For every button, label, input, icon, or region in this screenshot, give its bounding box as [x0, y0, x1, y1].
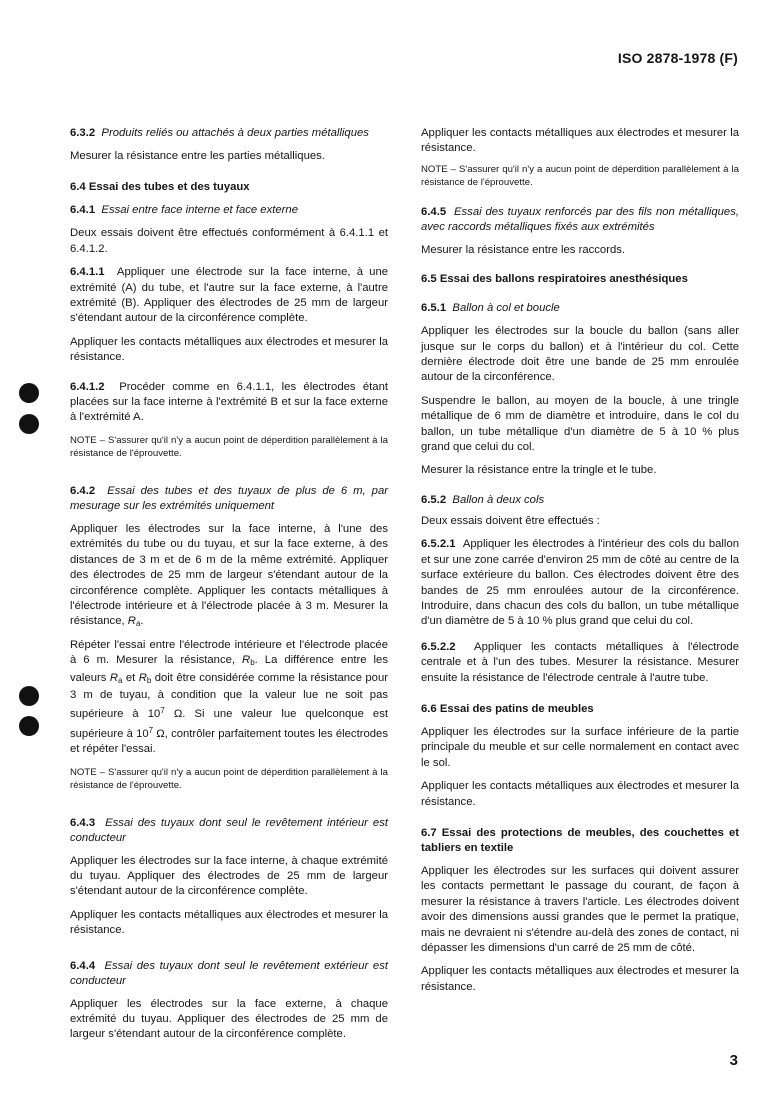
section-6-5-2-heading [421, 493, 739, 508]
paragraph: Appliquer les contacts métalliques aux électrodes et mesurer la résistance. [70, 335, 388, 364]
section-6-5-2-1 [421, 537, 739, 629]
section-number: 6.4.1.1 [70, 266, 105, 279]
binding-hole-mark [19, 383, 39, 403]
subscript: b [250, 658, 255, 668]
paragraph: Suspendre le ballon, au moyen de la boucle, à une tringle métallique de 6 mm de diamètre et introduire, dans le col du ballon, un tube métallique d'un diamètre de 5 à 10 % plus grand que celui du col. [421, 394, 739, 454]
document-header: ISO 2878-1978 (F) [617, 50, 738, 66]
symbol-r: R [127, 615, 136, 628]
binding-hole-mark [19, 716, 39, 736]
superscript: 7 [148, 725, 154, 735]
paragraph: Appliquer les contacts métalliques aux électrodes et mesurer la résistance. [421, 127, 739, 155]
paragraph: Mesurer la résistance entre la tringle et le tube. [421, 464, 657, 477]
text-run: et [125, 671, 136, 684]
note: NOTE – S'assurer qu'il n'y a aucun point de déperdition parallèlement à la résistance de l'éprouvette. [421, 163, 739, 188]
paragraph: Appliquer les contacts métalliques aux électrodes et mesurer la résistance. [70, 908, 388, 937]
section-6-4-1-2 [70, 380, 388, 426]
subscript: a [118, 675, 123, 685]
section-title: Essai des tuyaux renforcés par des fils non métalliques, avec raccords métalliques fixés aux extrémités [421, 205, 739, 233]
paragraph: Appliquer les électrodes sur la boucle du ballon (sans aller jusque sur le corps du ballon) et à l'intérieur du col. Cette dernière électrode doit être une bande de 25 mm enroulée autour de la circonférence. [421, 325, 739, 384]
section-number: 6.4.1 [70, 204, 96, 217]
paragraph: Procéder comme en 6.4.1.1, les électrodes étant placées sur la face interne à l'extrémité B et sur la face externe à l'extrémité A. [70, 380, 388, 424]
section-title: Essai entre face interne et face externe [101, 204, 298, 217]
page-number: 3 [729, 1052, 738, 1069]
paragraph: Appliquer les contacts métalliques aux électrodes et mesurer la résistance. [421, 780, 739, 808]
section-number: 6.4.2 [70, 484, 96, 497]
symbol-r: R [109, 671, 118, 684]
note: NOTE – S'assurer qu'il n'y a aucun point de déperdition parallèlement à la résistance de l'éprouvette. [70, 766, 388, 791]
section-6-4-4-heading [70, 959, 388, 989]
section-title: Ballon à deux cols [452, 493, 545, 506]
text-run: Ω. Si une valeur lue quelconque est supérieure à 10 [70, 708, 388, 740]
paragraph: Appliquer les électrodes sur la face interne, à chaque extrémité du tuyau. Appliquer des électrodes de 25 mm de largeur s'étendant autour de la circonférence complète. [70, 854, 388, 898]
note: NOTE – S'assurer qu'il n'y a aucun point de déperdition parallèlement à la résistance de l'éprouvette. [70, 434, 388, 459]
section-6-4-5-heading [421, 205, 739, 235]
section-6-4-2-heading [70, 484, 388, 514]
section-6-4-1-heading [70, 203, 388, 218]
paragraph: Appliquer les électrodes sur la face interne, à l'une des extrémités du tube ou du tuyau, et sur la face externe, à des distances de 3 m et de 6 m de la même extrémité. Appliquer des électrodes de 25 mm de largeur s'étendant autour de la circonférence complète. Appliquer les contacts métalliques à l'électrode intérieure et à l'électrode placée à 3 m. Mesurer la résistance, $R_a$. [70, 522, 388, 629]
section-title: Essai des tubes et des tuyaux de plus de 6 m, par mesurage sur les extrémités uniquement [70, 484, 388, 512]
paragraph: Appliquer une électrode sur la face interne, à une extrémité (A) du tube, et l'autre sur la face externe, à l'autre extrémité (B). Appliquer des électrodes de 25 mm de largeur s'étendant autour de la circonférence complète. [70, 266, 389, 325]
paragraph [70, 638, 388, 758]
subscript: b [146, 675, 152, 685]
paragraph: Appliquer les électrodes sur la surface inférieure de la partie principale du meuble et sur celle normalement en contact avec le sol. [421, 725, 739, 769]
left-column [70, 126, 388, 1043]
subscript: a [135, 619, 141, 629]
text-run: Répéter l'essai entre l'électrode intérieure et l'électrode placée à 6 m. Mesurer la résistance, [70, 638, 388, 667]
symbol-r: R [138, 671, 147, 684]
right-column [421, 126, 739, 995]
section-6-6-heading: 6.6 Essai des patins de meubles [421, 702, 594, 715]
section-6-4-3-heading [70, 816, 388, 846]
paragraph: Deux essais doivent être effectués conformément à 6.4.1.1 et 6.4.1.2. [70, 227, 388, 255]
section-title: Essai des tuyaux dont seul le revêtement intérieur est conducteur [70, 816, 388, 844]
paragraph: Mesurer la résistance entre les parties métalliques. [70, 150, 325, 162]
section-title: Ballon à col et boucle [452, 302, 560, 315]
section-6-5-2-2 [421, 640, 739, 686]
section-6-4-1-1 [70, 265, 388, 327]
section-6-5-heading: 6.5 Essai des ballons respiratoires anesthésiques [421, 273, 688, 286]
section-number: 6.5.2.2 [421, 640, 456, 653]
superscript: 7 [160, 706, 165, 716]
text-run: doit être considérée comme la résistance pour 3 m de tuyau, à condition que la valeur lue ne soit pas supérieure à 10 [70, 671, 389, 721]
section-number: 6.4.1.2 [70, 380, 105, 393]
paragraph: Appliquer les contacts métalliques aux électrodes et mesurer la résistance. [421, 965, 739, 993]
section-title: Essai des tuyaux dont seul le revêtement extérieur est conducteur [70, 959, 388, 987]
text-run: Ω, contrôler parfaitement toutes les électrodes et répéter l'essai. [70, 727, 388, 756]
paragraph: Appliquer les contacts métalliques à l'électrode centrale et à l'un des tubes. Mesurer la résistance. Mesurer ensuite la résistance de l'électrode centrale à l'autre tube. [421, 640, 739, 684]
text-run: . La différence entre les valeurs [70, 654, 388, 684]
paragraph: Appliquer les électrodes sur les surfaces qui doivent assurer les contacts permettant le passage du courant, de façon à mesurer la résistance à travers l'article. Les électrodes doivent avoir des dimensions aussi grandes que le permet la pratique, mais ne devraient ni s'étendre au-delà des zones de contact, ni dépasser les dimensions d'un carré de 25 mm de côté. [421, 864, 739, 954]
paragraph: Deux essais doivent être effectués : [421, 514, 600, 527]
section-number: 6.4.5 [421, 205, 447, 218]
section-6-7-heading: 6.7 Essai des protections de meubles, des couchettes et tabliers en textile [421, 826, 739, 854]
section-number: 6.5.2.1 [421, 538, 456, 551]
binding-hole-mark [19, 414, 39, 434]
paragraph: Appliquer les électrodes à l'intérieur des cols du ballon et sur une zone carrée d'environ 25 mm de côté au centre de la surface extérieure du ballon. Ces électrodes doivent être des bandes de 25 mm enroulées autour de la circonférence. Introduire, dans chacun des cols du ballon, un tube métallique d'un diamètre de 5 à 10 % plus grand que celui du col. [421, 538, 740, 628]
section-number: 6.3.2 [70, 127, 96, 139]
section-number: 6.4.3 [70, 816, 96, 829]
symbol-r: R [242, 654, 251, 667]
section-title: Produits reliés ou attachés à deux parties métalliques [101, 127, 369, 139]
section-number: 6.4.4 [70, 959, 96, 972]
paragraph: Appliquer les électrodes sur la face externe, à chaque extrémité du tuyau. Appliquer des électrodes de 25 mm de largeur s'étendant autour de la circonférence complète. [70, 997, 388, 1041]
section-6-3-2-heading [70, 126, 388, 141]
section-number: 6.5.1 [421, 302, 447, 315]
text-run: Appliquer les électrodes sur la face interne, à l'une des extrémités du tube ou du tuyau, et sur la face externe, à des distances de 3 m et de 6 m de la même extrémité. Appliquer des électrodes de 25 mm de largeur s'étendant autour de la circonférence complète. Appliquer les contacts métalliques à l'électrode intérieure et à l'électrode placée à 3 m. Mesurer la résistance, [70, 522, 388, 628]
section-6-4-heading: 6.4 Essai des tubes et des tuyaux [70, 181, 250, 194]
section-6-5-1-heading [421, 301, 739, 316]
binding-hole-mark [19, 686, 39, 706]
paragraph: Mesurer la résistance entre les raccords. [421, 243, 626, 256]
section-number: 6.5.2 [421, 493, 447, 506]
